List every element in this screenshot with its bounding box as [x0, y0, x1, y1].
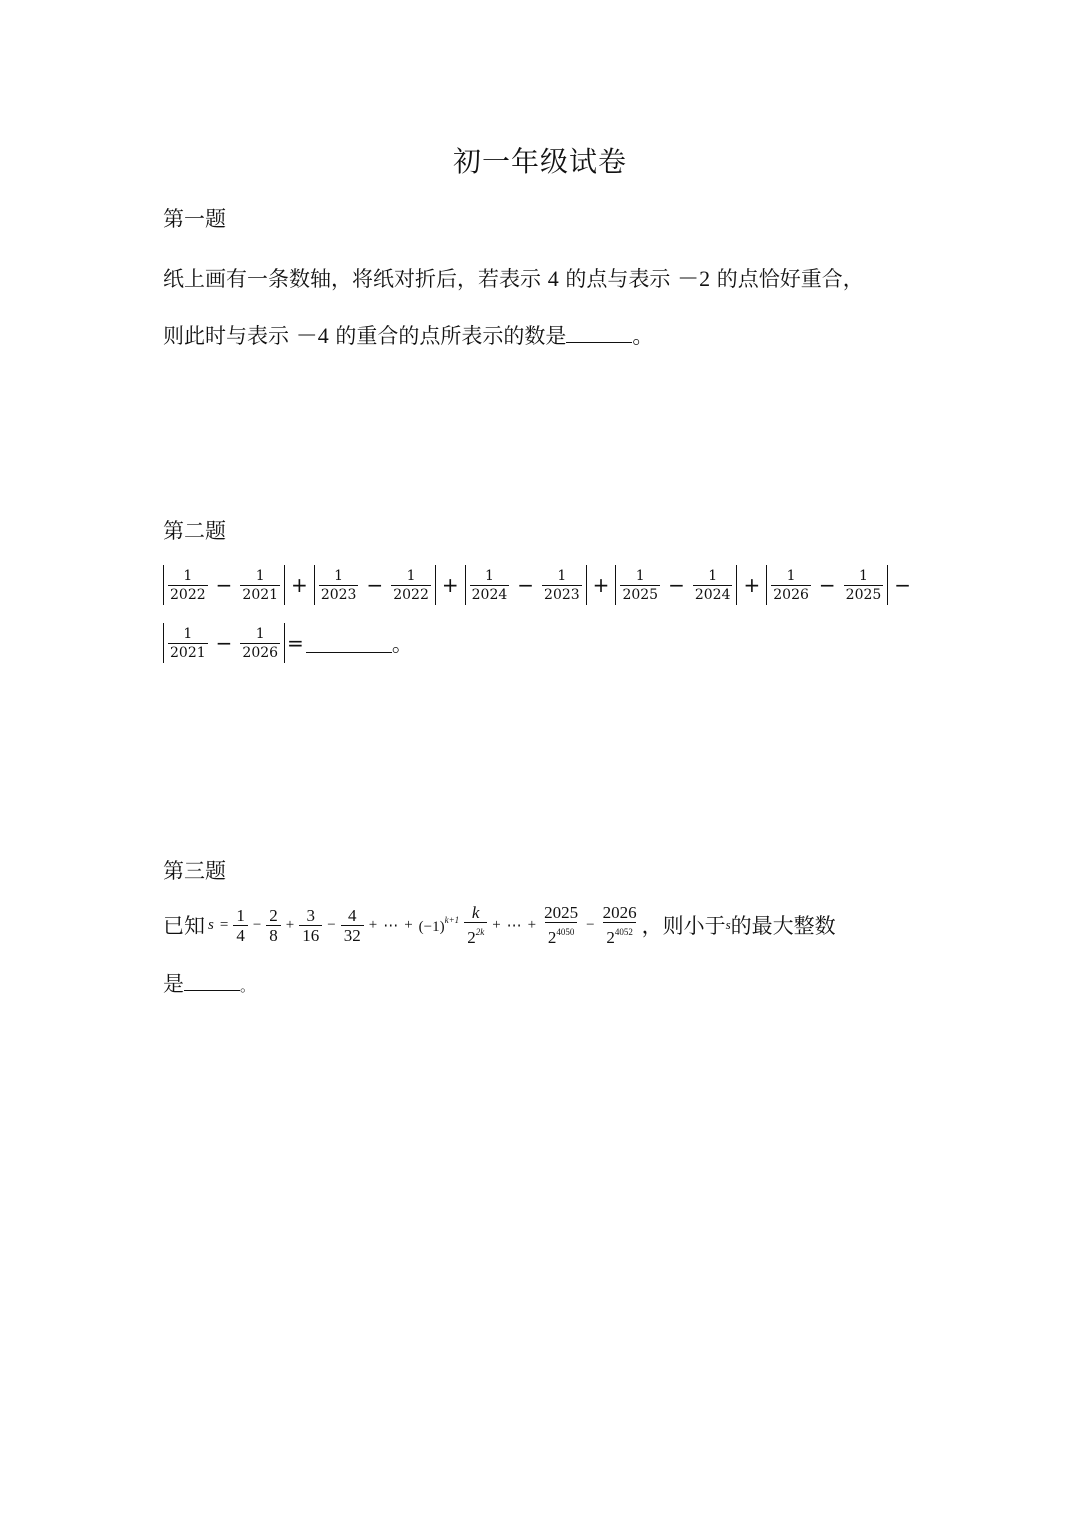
q3-operator: −: [327, 916, 336, 933]
q3-ellipsis: ⋯: [506, 917, 522, 934]
q1-line2: [163, 319, 653, 350]
q3-line2: [163, 968, 255, 998]
fraction-numerator: 1: [484, 567, 494, 584]
q2-fraction: [771, 567, 811, 604]
q1-period: 。: [632, 324, 654, 348]
q3-operator: +: [492, 916, 501, 933]
answer-blank[interactable]: [306, 651, 392, 653]
fraction-numerator: 1: [859, 567, 868, 584]
q3-period: 。: [240, 977, 256, 995]
q2-operator: +: [441, 573, 459, 597]
q3-ellipsis: ⋯: [383, 917, 399, 934]
fraction-numerator: 1: [334, 567, 344, 584]
q2-fraction: [240, 567, 280, 604]
fraction-denominator: 2022: [393, 586, 429, 603]
q2-operator: −: [894, 573, 912, 597]
q1-number: 4: [547, 266, 559, 291]
q2-fraction: [620, 567, 660, 604]
q1-text: 的点恰好重合，: [716, 267, 864, 291]
fraction-numerator: 1: [786, 567, 796, 584]
q3-prefix: 已知: [163, 914, 205, 938]
q3-fraction: $\frac{2025}{2^{4050}}$: [544, 903, 579, 947]
fraction-numerator: 1: [406, 567, 416, 584]
answer-blank[interactable]: [184, 989, 240, 991]
fraction-denominator: 2024: [694, 586, 731, 603]
q2-absolute-term: [615, 565, 737, 605]
q2-absolute-term: [163, 623, 285, 663]
q3-fraction: $\frac{1}{4}$: [233, 906, 248, 945]
fraction-numerator: 1: [635, 567, 645, 584]
q1-text: 纸上画有一条数轴，将纸对折后，若表示: [163, 267, 541, 291]
q3-fraction: $\frac{3}{16}$: [299, 906, 322, 945]
fraction-denominator: 2026: [242, 644, 279, 661]
q2-fraction: [844, 567, 884, 604]
q3-fraction: k $2^{2k}$: [464, 903, 487, 947]
q2-absolute-term: [465, 565, 587, 605]
q1-text: 的重合的点所表示的数是: [335, 324, 567, 348]
q3-operator: +: [368, 916, 378, 933]
q3-suffix: 的最大整数: [730, 914, 836, 938]
q2-operator: +: [291, 573, 308, 597]
fraction-denominator: 2025: [622, 586, 659, 603]
q3-fraction: $\frac{2026}{2^{4052}}$: [602, 903, 637, 947]
q2-operator: −: [668, 573, 685, 597]
q3-line1: [163, 897, 836, 953]
fraction-numerator: 1: [183, 625, 193, 642]
q3-operator: −: [586, 916, 595, 933]
q3-heading: 第三题: [163, 859, 226, 883]
fraction-denominator: 2022: [170, 586, 206, 603]
fraction-numerator: 1: [255, 567, 265, 584]
q1-text: 则此时与表示: [163, 324, 289, 348]
q2-equals: =: [287, 631, 304, 655]
q2-absolute-term: [163, 565, 285, 605]
fraction-numerator: 1: [557, 567, 567, 584]
q3-operator: −: [252, 916, 262, 933]
q2-fraction: [319, 567, 359, 604]
q3-fraction: $\frac{4}{32}$: [341, 906, 364, 945]
q2-fraction: [168, 625, 208, 662]
q3-suffix: ，则小于: [641, 914, 726, 938]
fraction-denominator: 2025: [845, 586, 882, 603]
q3-text: 是: [163, 972, 184, 996]
q2-operator: +: [592, 573, 610, 597]
fraction-denominator: 2024: [471, 586, 508, 603]
q2-absolute-term: [766, 565, 888, 605]
q2-operator: −: [517, 573, 535, 597]
q3-operator: +: [527, 916, 537, 933]
q1-text: 的点与表示: [565, 267, 671, 291]
q2-fraction: [168, 567, 208, 604]
q2-fraction: [693, 567, 733, 604]
fraction-denominator: 2021: [242, 586, 279, 603]
fraction-denominator: 2026: [773, 586, 809, 603]
q3-variable: s: [725, 917, 731, 932]
fraction-numerator: 1: [183, 567, 193, 584]
q2-period: 。: [391, 632, 413, 656]
q3-variable: s: [208, 916, 214, 933]
q2-operator: −: [818, 573, 836, 597]
q1-number: －2: [677, 266, 711, 291]
q2-operator: −: [215, 631, 233, 655]
q2-operator: −: [366, 573, 384, 597]
fraction-denominator: 2023: [320, 586, 357, 603]
q1-heading: 第一题: [163, 207, 226, 231]
q2-expression-line2: [163, 615, 413, 671]
q2-heading: 第二题: [163, 519, 226, 543]
q3-fraction: $\frac{2}{8}$: [266, 906, 281, 945]
q2-operator: +: [743, 573, 761, 597]
q2-operator: −: [215, 573, 233, 597]
fraction-numerator: 1: [255, 625, 265, 642]
q2-fraction: [240, 625, 280, 662]
answer-blank[interactable]: [566, 341, 632, 343]
q3-operator: +: [285, 916, 295, 933]
q2-fraction: [391, 567, 431, 604]
q2-fraction: [470, 567, 510, 604]
q1-number: －4: [295, 323, 329, 348]
q3-equals: =: [219, 916, 229, 933]
q2-fraction: [542, 567, 582, 604]
q1-line1: [163, 262, 864, 293]
fraction-denominator: 2023: [544, 586, 580, 603]
page-title: 初一年级试卷: [452, 145, 627, 178]
q3-neg-one: $(-1)^{k+1}$: [418, 914, 460, 935]
fraction-denominator: 2021: [170, 644, 206, 661]
q2-absolute-term: [314, 565, 436, 605]
fraction-numerator: 1: [708, 567, 718, 584]
q3-operator: +: [404, 916, 413, 933]
q2-expression-line1: [163, 557, 917, 613]
